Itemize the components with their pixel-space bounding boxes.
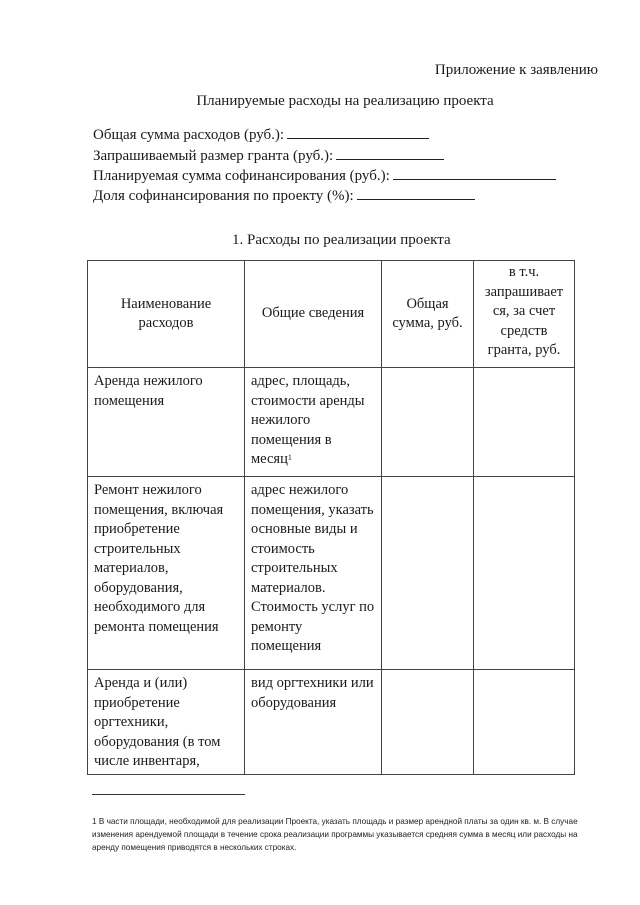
field-label: Общая сумма расходов (руб.): bbox=[93, 127, 285, 143]
table-row bbox=[88, 670, 575, 775]
field-label: Запрашиваемый размер гранта (руб.): bbox=[93, 148, 334, 164]
field-cofinancing-amount bbox=[93, 165, 556, 185]
header-expense-name: Наименование расходов bbox=[88, 261, 245, 368]
cell-expense-name: Аренда и (или) приобретение оргтехники, оборудования (в том числе инвентаря, bbox=[88, 670, 245, 775]
fill-in-line bbox=[336, 145, 444, 160]
field-total-expenses bbox=[93, 124, 429, 144]
field-label: Планируемая сумма софинансирования (руб.): bbox=[93, 168, 390, 184]
footnote-divider bbox=[92, 794, 245, 795]
table-row bbox=[88, 477, 575, 670]
footnote-ref: 1 bbox=[287, 453, 292, 462]
footnote: 1 В части площади, необходимой для реализации Проекта, указать площадь и размер арендной платы за один кв. м. В случае изменения арендуемой площади в течение срока реализации программы указывается средняя сумма в месяц или расходы на аренду помещения приводятся в нескольких строках. bbox=[92, 817, 578, 852]
field-cofinancing-share bbox=[93, 185, 475, 205]
cell-grant-amount[interactable] bbox=[474, 477, 575, 670]
cell-expense-name: Ремонт нежилого помещения, включая приобретение строительных материалов, оборудования, необходимого для ремонта помещения bbox=[88, 477, 245, 670]
cell-general-info: вид оргтехники или оборудования bbox=[245, 670, 382, 775]
cell-expense-name: Аренда нежилого помещения bbox=[88, 368, 245, 477]
table-row bbox=[88, 368, 575, 477]
table-title: 1. Расходы по реализации проекта bbox=[232, 232, 451, 248]
field-grant-amount bbox=[93, 145, 444, 165]
page-title: Планируемые расходы на реализацию проекта bbox=[196, 93, 494, 109]
appendix-label: Приложение к заявлению bbox=[434, 62, 598, 78]
fill-in-line bbox=[393, 165, 556, 180]
field-label: Доля софинансирования по проекту (%): bbox=[93, 188, 354, 204]
cell-grant-amount[interactable] bbox=[474, 368, 575, 477]
cell-general-info: адрес нежилого помещения, указать основные виды и стоимость строительных материалов. Стоимость услуг по ремонту помещения bbox=[245, 477, 382, 670]
fill-in-line bbox=[357, 185, 475, 200]
cell-total-amount[interactable] bbox=[382, 368, 474, 477]
cell-total-amount[interactable] bbox=[382, 477, 474, 670]
cell-info-text: адрес, площадь, стоимости аренды нежилого помещения в месяц bbox=[251, 373, 365, 467]
expenses-table bbox=[87, 260, 575, 775]
cell-grant-amount[interactable] bbox=[474, 670, 575, 775]
header-grant-amount: в т.ч. запрашивает ся, за счет средств гранта, руб. bbox=[474, 261, 575, 368]
header-total-amount: Общая сумма, руб. bbox=[382, 261, 474, 368]
table-header-row bbox=[88, 261, 575, 368]
cell-general-info bbox=[245, 368, 382, 477]
fill-in-line bbox=[287, 124, 429, 139]
header-general-info: Общие сведения bbox=[245, 261, 382, 368]
cell-total-amount[interactable] bbox=[382, 670, 474, 775]
